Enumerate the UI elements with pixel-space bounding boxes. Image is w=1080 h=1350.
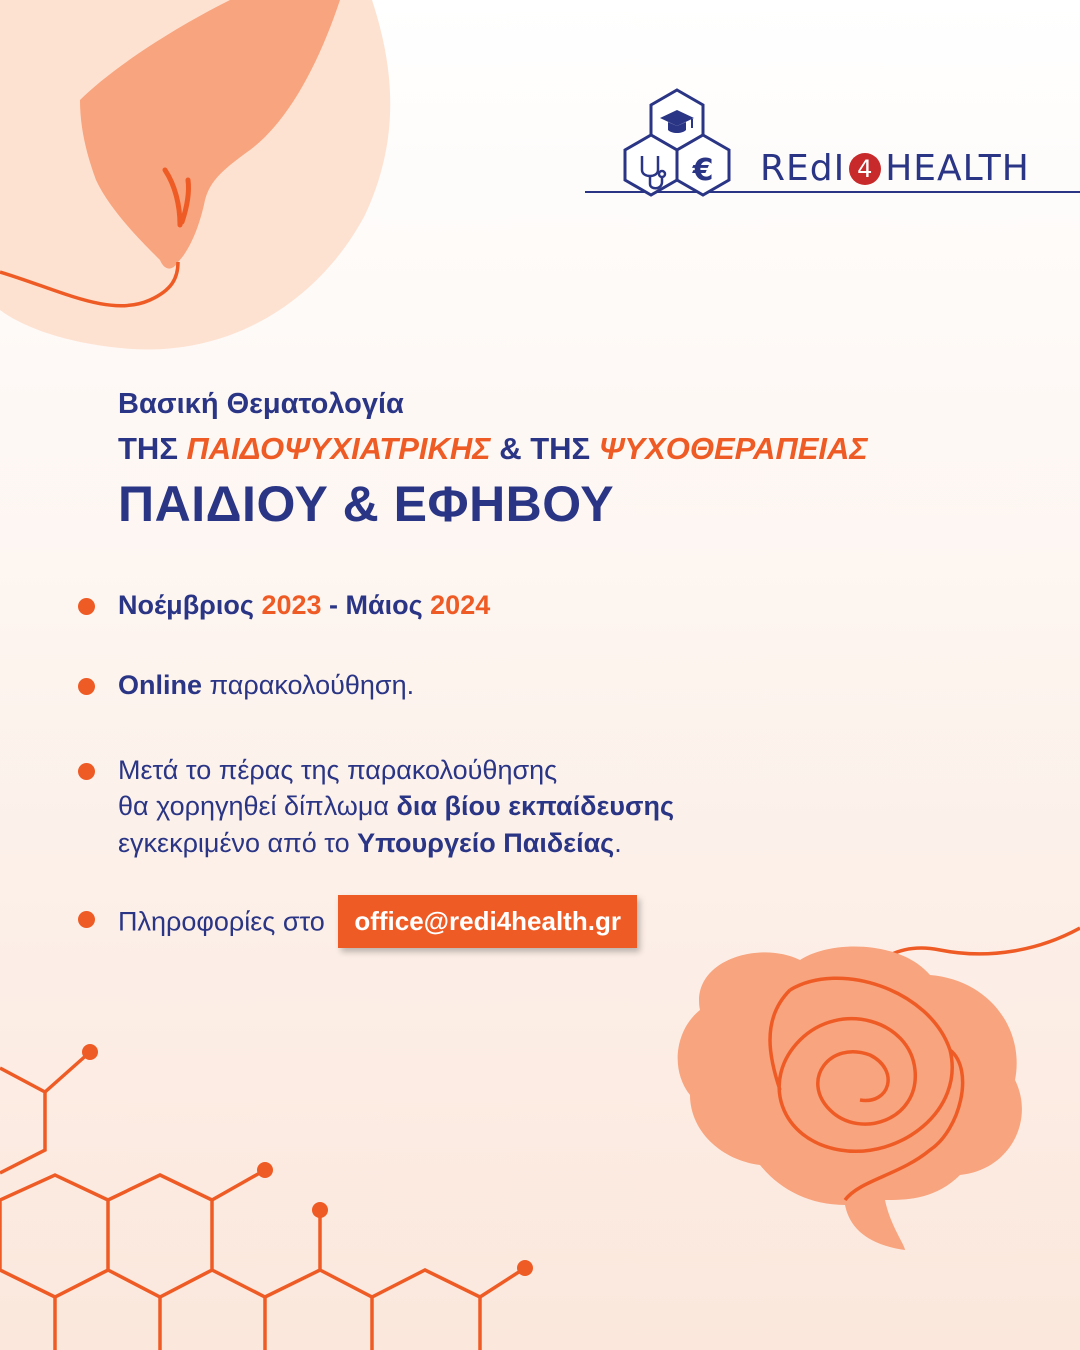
date-month-start: Νοέμβριος <box>118 590 254 620</box>
brain-illustration <box>678 946 1022 1250</box>
bullet-dot <box>78 678 95 695</box>
heading-line2 <box>118 431 868 467</box>
email-link[interactable]: office@redi4health.gr <box>338 895 637 948</box>
redi4health-logo <box>580 88 1080 218</box>
date-year-start: 2023 <box>261 590 322 620</box>
euro-icon: € <box>692 153 714 188</box>
bullet-dot <box>78 911 95 928</box>
date-year-end: 2024 <box>430 590 491 620</box>
online-rest: παρακολούθηση. <box>202 670 415 700</box>
molecule-nodes <box>82 1044 533 1276</box>
diploma-line3-bold: Υπουργείο Παιδείας <box>357 827 615 858</box>
diploma-line3-start: εγκεκριμένο από το <box>118 827 358 858</box>
bullet-dates <box>118 587 490 623</box>
diploma-line3 <box>118 825 674 861</box>
bullet-info <box>118 895 637 948</box>
heading-block <box>118 388 868 533</box>
heading-line2-accent2: ΨΥΧΟΘΕΡΑΠΕΙΑΣ <box>598 431 868 466</box>
bullet-diploma <box>118 752 674 861</box>
logo-word-suffix: HEALTH <box>885 148 1030 189</box>
date-separator: - <box>321 590 346 620</box>
diploma-line3-end: . <box>614 827 622 858</box>
logo-word-prefix: REdI <box>760 148 846 189</box>
logo-wordmark <box>760 148 1030 189</box>
bullet-dot <box>78 598 95 615</box>
diploma-line2-bold: δια βίου εκπαίδευσης <box>396 791 674 822</box>
info-label: Πληροφορίες στο <box>118 906 325 937</box>
heading-subtitle: Βασική Θεματολογία <box>118 388 404 420</box>
date-month-end: Μάιος <box>345 590 423 620</box>
logo-number-badge: 4 <box>849 153 881 185</box>
molecule-network <box>0 1052 525 1350</box>
heading-line2-part2: & ΤΗΣ <box>490 431 599 466</box>
bullet-dot <box>78 763 95 780</box>
heading-line2-accent1: ΠΑΙΔΟΨΥΧΙΑΤΡΙΚΗΣ <box>186 431 491 466</box>
heading-title: ΠΑΙΔΙΟΥ & ΕΦΗΒΟΥ <box>118 476 615 532</box>
diploma-line2-start: θα χορηγηθεί δίπλωμα <box>118 791 397 822</box>
online-bold: Online <box>118 670 203 700</box>
diploma-line1: Μετά το πέρας της παρακολούθησης <box>118 755 558 785</box>
bullet-online <box>118 667 414 703</box>
diploma-line2 <box>118 788 674 824</box>
heading-line2-part1: ΤΗΣ <box>118 431 187 466</box>
